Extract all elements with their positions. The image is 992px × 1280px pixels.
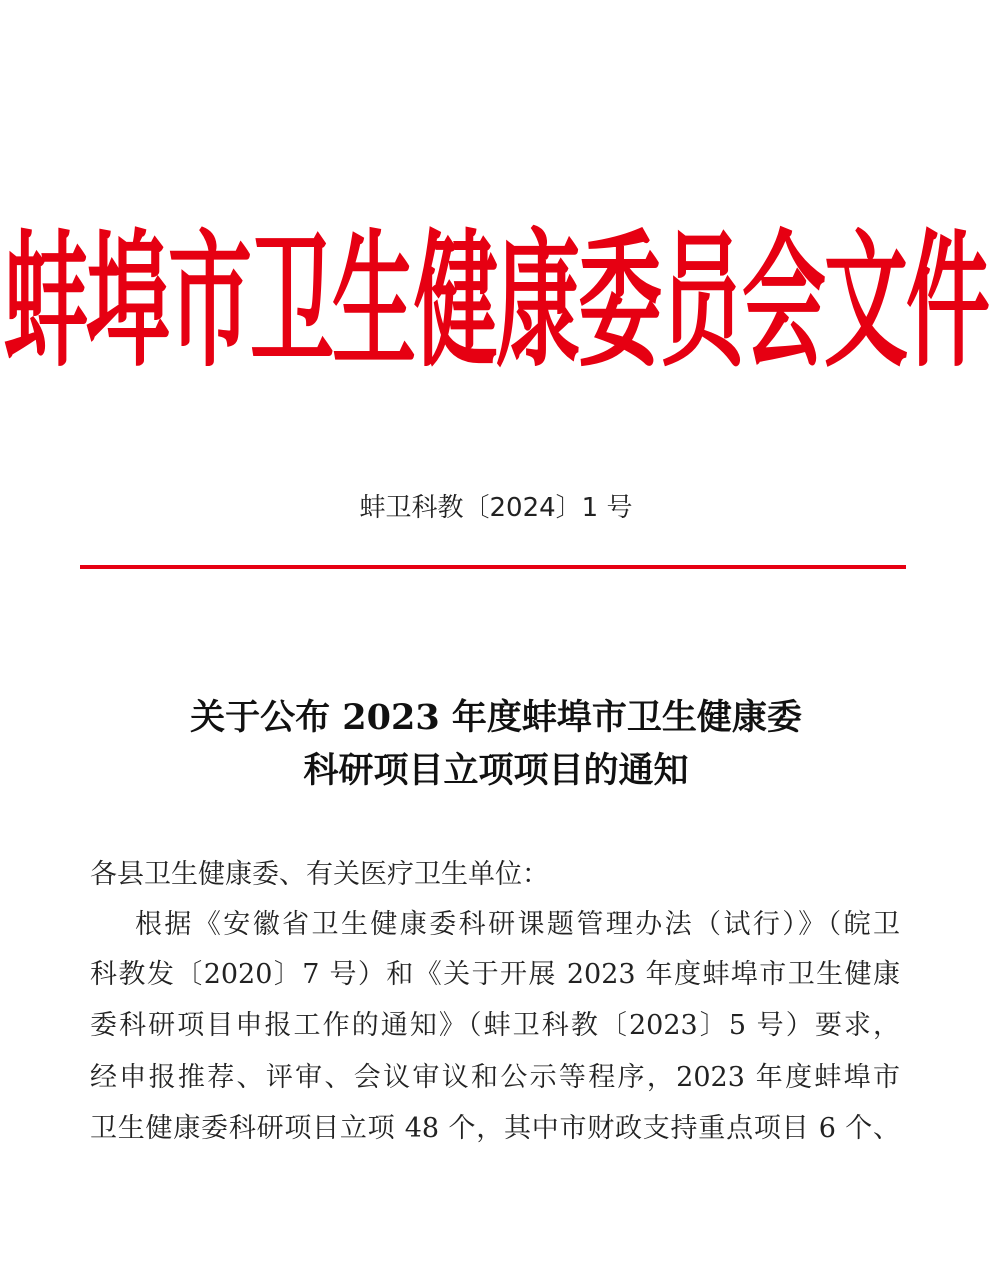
body-line-5: 卫生健康委科研项目立项 48 个，其中市财政支持重点项目 6 个、	[90, 1113, 900, 1144]
document-title-line-1: 关于公布 2023 年度蚌埠市卫生健康委	[190, 697, 802, 738]
body-line-3: 委科研项目申报工作的通知》（蚌卫科教〔2023〕5 号）要求，	[90, 1010, 900, 1041]
body-line-1: 根据《安徽省卫生健康委科研课题管理办法（试行）》（皖卫	[135, 909, 900, 940]
document-number: 蚌卫科教〔2024〕1 号	[359, 493, 633, 523]
document-title-line-2: 科研项目立项项目的通知	[303, 750, 689, 791]
body-line-2: 科教发〔2020〕7 号）和《关于开展 2023 年度蚌埠市卫生健康	[90, 959, 900, 990]
document-issuer-header: 蚌埠市卫生健康委员会文件	[3, 215, 988, 388]
red-divider-line	[80, 565, 906, 569]
body-line-4: 经申报推荐、评审、会议审议和公示等程序，2023 年度蚌埠市	[90, 1062, 900, 1093]
salutation: 各县卫生健康委、有关医疗卫生单位：	[90, 859, 549, 890]
